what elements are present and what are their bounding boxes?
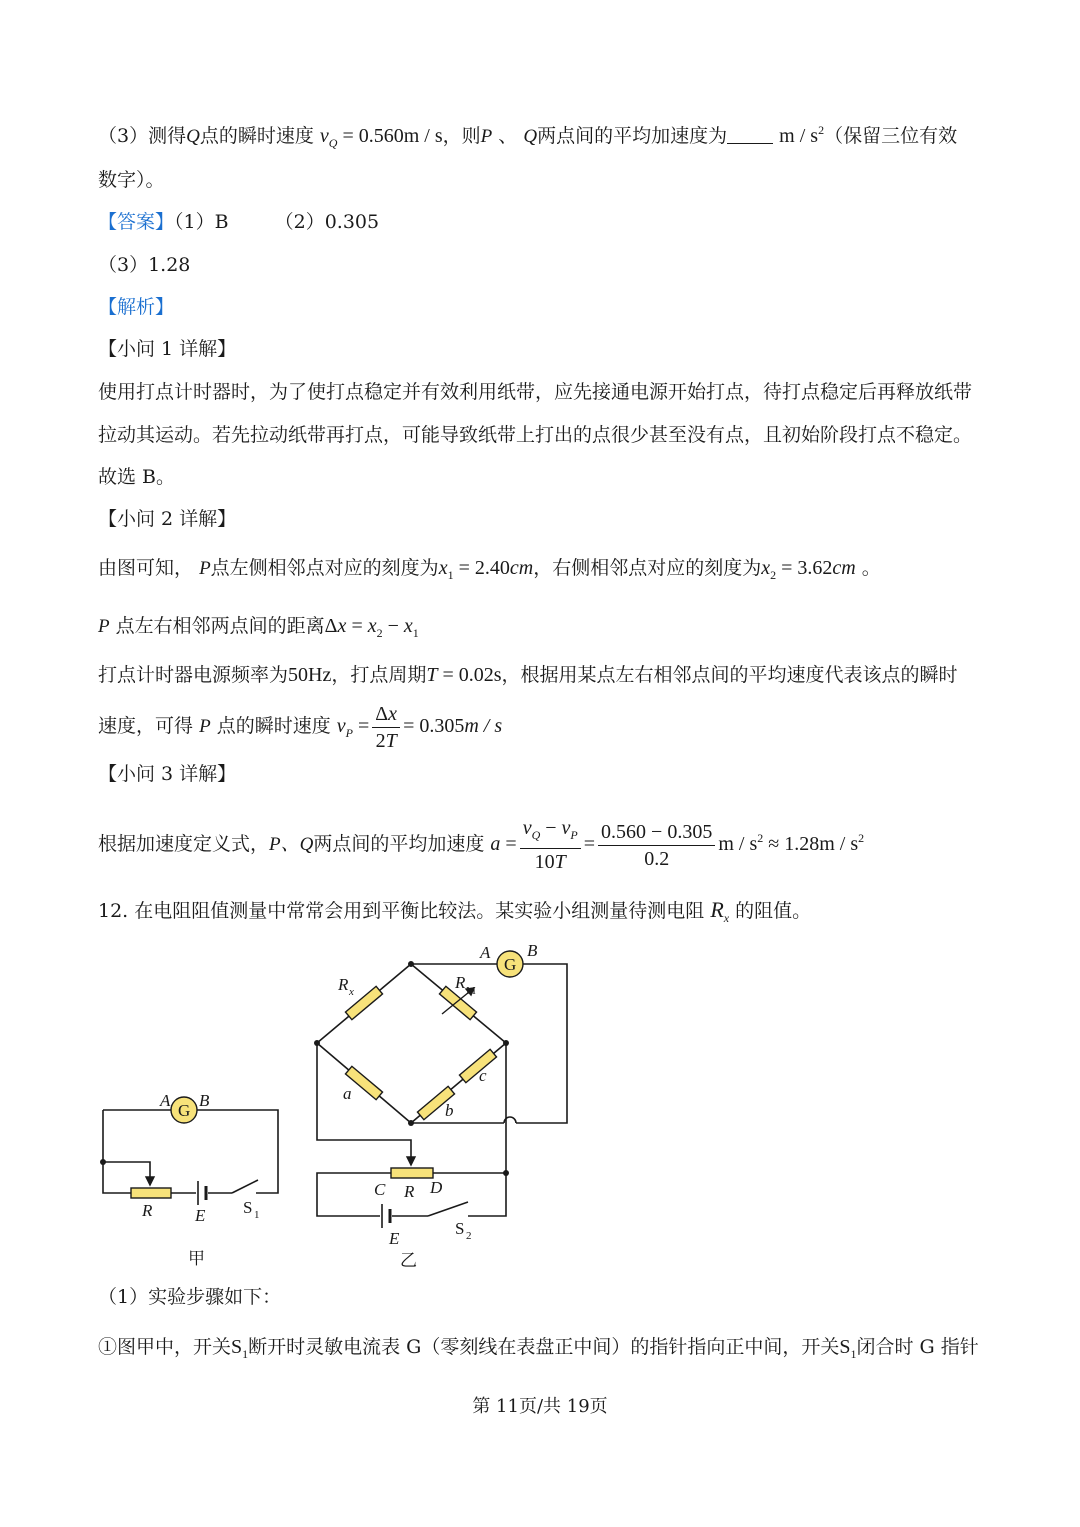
answer-2: （2）0.305 <box>274 211 380 233</box>
label-rx-sub: x <box>349 986 354 998</box>
label-g-jia: G <box>178 1101 191 1120</box>
sub2-text-4: 速度，可得 <box>98 715 194 737</box>
pq-symbols: P、Q <box>269 834 314 855</box>
label-rm: R <box>455 973 466 992</box>
sub3-text-b: 两点间的平均加速度 <box>313 833 485 855</box>
label-b-jia: B <box>199 1091 210 1110</box>
label-g-yi: G <box>504 955 517 974</box>
fraction-numeric: $\frac{0.560 - 0.305}{0.2}$ <box>598 819 715 872</box>
slider-arrow-jia <box>146 1177 154 1185</box>
wire-jia-slider <box>103 1162 150 1182</box>
label-s1-sub: 1 <box>254 1209 260 1221</box>
x2-equation: $x_2 = 3.62cm$ <box>761 557 856 582</box>
q12-suffix: 的阻值。 <box>735 900 812 922</box>
a-unit: $m / s^2 \approx 1.28m / s^2$ <box>718 831 865 855</box>
label-b-resistor: b <box>445 1101 454 1120</box>
q-symbol-2: Q <box>523 126 538 147</box>
q3-text-3: 两点间的平均加速度为 <box>537 125 728 147</box>
s1-symbol-2: $S_1$ <box>839 1336 857 1361</box>
question-3-line-2: 数字）。 <box>98 169 165 191</box>
sub2-text-3: 打点计时器电源频率为 <box>98 664 289 686</box>
q3-text: 点的瞬时速度 <box>199 125 314 147</box>
label-rx: R <box>338 975 349 994</box>
page-footer: 第 11页/共 19页 <box>472 1396 608 1417</box>
resistor-c <box>459 1049 496 1082</box>
p-symbol: P <box>199 716 211 737</box>
label-r-jia: R <box>142 1201 153 1220</box>
label-a-jia: A <box>160 1091 171 1110</box>
wire-yi-left-drop <box>317 1043 411 1160</box>
sub3-heading: 【小问 3 详解】 <box>98 763 237 785</box>
fraction-vq-vp: $\frac{v_Q - v_P}{10T}$ <box>520 815 581 875</box>
sub2-text-b: 点左侧相邻点对应的刻度为 <box>210 557 439 579</box>
wire-jia-left <box>103 1110 131 1193</box>
analysis-label: 【解析】 <box>98 296 175 318</box>
rheostat-r-yi <box>391 1168 433 1178</box>
steps-text-c: 闭合时 G 指针 <box>856 1336 979 1358</box>
sub1-heading: 【小问 1 详解】 <box>98 338 237 360</box>
sub2-text: 由图可知， <box>98 557 194 579</box>
sub2-line-1: 由图可知， P点左侧相邻点对应的刻度为$x_1 = 2.40cm$，右侧相邻点对应的刻度为$x_2 = 3.62cm$ 。 <box>98 557 881 582</box>
steps-heading: （1）实验步骤如下： <box>98 1286 282 1308</box>
vq-equation: $v_Q = 0.560m / s$ <box>319 125 443 150</box>
answer-label: 【答案】 <box>98 211 175 233</box>
label-a-yi: A <box>480 943 491 962</box>
wire-jia-top-right <box>197 1110 278 1193</box>
q3-suffix: （保留三位有效 <box>824 125 958 147</box>
fraction-dx-2t: $\frac{\Delta x}{2T}$ <box>372 701 400 754</box>
x1-equation: $x_1 = 2.40cm$ <box>438 557 534 582</box>
label-e-yi: E <box>389 1229 400 1248</box>
sub1-paragraph-2: 拉动其运动。若先拉动纸带再打点，可能导致纸带上打出的点很少甚至没有点，且初始阶段打点不稳定。 <box>98 424 973 446</box>
answer-1: （1）B <box>174 211 229 233</box>
sub2-text-4b: 点的瞬时速度 <box>216 715 331 737</box>
s1-symbol: $S_1$ <box>231 1336 249 1361</box>
sub2-text-c: ，右侧相邻点对应的刻度为 <box>533 557 762 579</box>
unit: m / $s^2$ <box>779 123 825 147</box>
separator: 、 <box>492 125 518 147</box>
caption-jia: 甲 <box>188 1249 205 1268</box>
wire-yi-return <box>468 1173 506 1216</box>
label-s2-sub: 2 <box>466 1230 472 1242</box>
sub2-text-3b: ，打点周期 <box>331 664 427 686</box>
rx-symbol: $R_x$ <box>710 897 730 925</box>
q3-text-2: ，则 <box>442 125 481 147</box>
sub3-line-1: 根据加速度定义式，P、Q两点间的平均加速度 a = $\frac{v_Q - v_P}{10T}$ = $\frac{0.560 - 0.305}{0.2}$ $m / s^2 \approx 1.28m / s^2$ <box>98 817 865 873</box>
resistor-r-jia <box>131 1188 171 1198</box>
sub3-text: 根据加速度定义式， <box>98 833 270 855</box>
sub2-text-2: 点左右相邻两点间的距离 <box>115 615 325 637</box>
switch-s1-blade <box>232 1180 258 1193</box>
steps-line-1 <box>98 1335 984 1366</box>
delta-x-equation: $\Delta x = x_2 - x_1$ <box>324 615 419 640</box>
steps-text-b: 断开时灵敏电流表 G（零刻线在表盘正中间）的指针指向正中间，开关 <box>248 1336 840 1358</box>
sub2-heading: 【小问 2 详解】 <box>98 508 237 530</box>
label-rm-sub: M <box>466 985 476 997</box>
wire-yi-right-drop <box>433 1043 506 1173</box>
label-s2: S <box>455 1219 465 1238</box>
label-r-yi: R <box>404 1182 415 1201</box>
label-c-terminal: C <box>374 1180 386 1199</box>
caption-yi: 乙 <box>400 1251 417 1270</box>
vp-result: = 0.305m / s <box>403 715 503 737</box>
q3-prefix: （3）测得 <box>98 125 187 147</box>
q-symbol: Q <box>186 126 200 147</box>
label-d-terminal: D <box>430 1178 443 1197</box>
label-c-resistor: c <box>479 1066 487 1085</box>
label-a-resistor: a <box>343 1084 352 1103</box>
q12-text: 12. 在电阻阻值测量中常常会用到平衡比较法。某实验小组测量待测电阻 <box>98 900 705 922</box>
answer-3: （3）1.28 <box>98 254 191 276</box>
a-equals: a = <box>490 833 517 855</box>
frequency: 50Hz <box>288 664 332 686</box>
label-s1: S <box>243 1198 253 1217</box>
steps-text: ①图甲中，开关 <box>98 1336 232 1358</box>
p-symbol: P <box>199 558 211 579</box>
label-e-jia: E <box>195 1206 206 1225</box>
p-symbol: P <box>480 126 493 147</box>
slider-arrow-yi <box>407 1157 415 1165</box>
p-symbol: P <box>98 616 110 637</box>
sub1-paragraph-3: 故选 B。 <box>98 466 176 488</box>
period-equation: T = 0.02s <box>426 664 502 686</box>
wire-yi-g-right <box>516 964 567 1123</box>
sub1-paragraph-1: 使用打点计时器时，为了使打点稳定并有效利用纸带，应先接通电源开始打点，待打点稳定后再释放纸带 <box>98 381 973 403</box>
vp-equation: $v_P$ = <box>336 715 370 740</box>
sub2-text-3c: ，根据用某点左右相邻点间的平均速度代表该点的瞬时 <box>501 664 958 686</box>
switch-s2-blade <box>428 1202 468 1216</box>
label-b-yi: B <box>527 941 538 960</box>
